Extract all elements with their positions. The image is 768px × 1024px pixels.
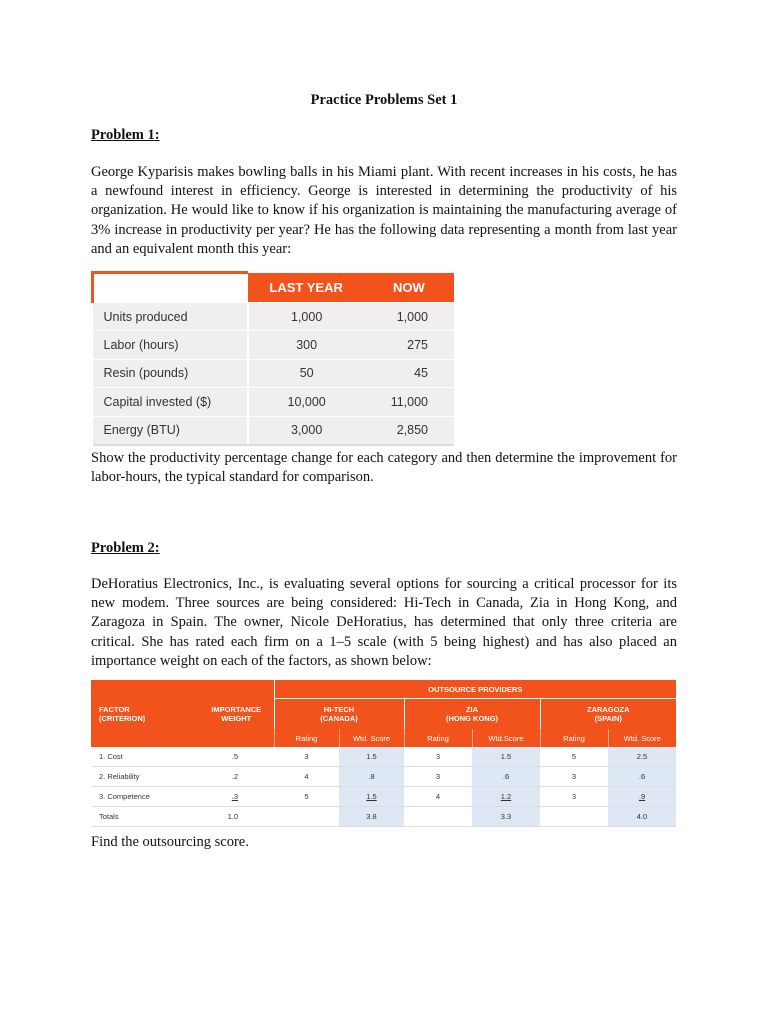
provider-header-hitech <box>274 699 404 730</box>
blank-cell <box>91 729 199 747</box>
problem-1-heading-text: Problem 1 <box>91 127 155 143</box>
table-header-blank <box>93 273 249 303</box>
zaragoza-rating: 5 <box>540 747 608 767</box>
blank-cell <box>540 807 608 827</box>
provider-country: (HONG KONG) <box>445 714 499 723</box>
problem-2-intro: DeHoratius Electronics, Inc., is evaluating several options for sourcing a critical processor for its new modem. Three sources are being considered: Hi-Tech in Canada, Zia in Hong Kong, and Zaragoza in Spain. The owner, Nicole DeHoratius, has determined that only three criteria are critical. She has rated each firm on a 1–5 scale (with 5 being highest) and has also placed an importance weight on each of the factors, as shown below: <box>91 576 677 669</box>
zia-total: 3.3 <box>472 807 540 827</box>
table-subheader <box>91 729 676 747</box>
hitech-rating: 5 <box>274 787 339 807</box>
row-label: Energy (BTU) <box>93 416 249 445</box>
provider-name: HI-TECH <box>323 705 355 714</box>
zia-score: .6 <box>472 767 540 787</box>
zia-rating: 3 <box>404 767 472 787</box>
table-row <box>93 416 455 445</box>
weight-cell <box>199 787 274 807</box>
row-now: 11,000 <box>364 388 454 416</box>
problem-2-heading-colon: : <box>154 540 160 556</box>
outsourcing-table <box>91 680 676 827</box>
weight-cell: .2 <box>199 767 274 787</box>
zaragoza-score: .6 <box>608 767 676 787</box>
provider-name: ZARAGOZA <box>587 705 630 714</box>
zaragoza-rating: 3 <box>540 787 608 807</box>
table-header-row <box>93 273 455 303</box>
provider-country: (SPAIN) <box>594 714 622 723</box>
providers-title: OUTSOURCE PROVIDERS <box>274 680 676 699</box>
score-value: 1.2 <box>500 792 512 801</box>
provider-header-zia <box>404 699 540 730</box>
row-now: 1,000 <box>364 303 454 331</box>
totals-row <box>91 807 676 827</box>
problem-2-question: Find the outsourcing score. <box>91 834 249 850</box>
zaragoza-score <box>608 787 676 807</box>
blank-cell <box>199 729 274 747</box>
table-header-top <box>91 680 676 699</box>
score-value: .9 <box>638 792 646 801</box>
problem-1-heading-colon: : <box>154 127 160 143</box>
row-last-year: 1,000 <box>248 303 363 331</box>
table-header-now: NOW <box>364 273 454 303</box>
score-label: Wtd. Score <box>608 729 676 747</box>
productivity-table <box>91 271 454 446</box>
table-header-mid <box>91 699 676 730</box>
zia-rating: 3 <box>404 747 472 767</box>
row-label: Labor (hours) <box>93 331 249 359</box>
weight-header-line1: IMPORTANCE <box>211 704 262 714</box>
blank-cell <box>199 680 274 699</box>
hitech-total: 3.8 <box>339 807 404 827</box>
blank-cell <box>404 807 472 827</box>
zia-score: 1.5 <box>472 747 540 767</box>
rating-label: Rating <box>540 729 608 747</box>
row-label: Units produced <box>93 303 249 331</box>
table-row <box>93 388 455 416</box>
row-now: 275 <box>364 331 454 359</box>
table-row <box>91 767 676 787</box>
table-row <box>93 359 455 387</box>
blank-cell <box>274 807 339 827</box>
weight-header-line2: WEIGHT <box>221 713 252 723</box>
hitech-rating: 4 <box>274 767 339 787</box>
row-now: 45 <box>364 359 454 387</box>
table-row <box>91 787 676 807</box>
table-row <box>91 747 676 767</box>
table-row <box>93 331 455 359</box>
row-last-year: 50 <box>248 359 363 387</box>
weight-cell: .5 <box>199 747 274 767</box>
table-row <box>93 303 455 331</box>
score-value: 1.5 <box>366 792 377 801</box>
row-last-year: 300 <box>248 331 363 359</box>
rating-label: Rating <box>404 729 472 747</box>
problem-1-heading <box>91 127 160 144</box>
factor-cell: 1. Cost <box>91 747 199 767</box>
factor-header-line2: (CRITERION) <box>99 713 146 723</box>
table-header-last-year: LAST YEAR <box>248 273 363 303</box>
zia-rating: 4 <box>404 787 472 807</box>
totals-label: Totals <box>91 807 199 827</box>
row-label: Resin (pounds) <box>93 359 249 387</box>
zaragoza-total: 4.0 <box>608 807 676 827</box>
score-label: Wtd. Score <box>339 729 404 747</box>
page-title: Practice Problems Set 1 <box>310 92 458 108</box>
provider-country: (CANADA) <box>320 714 358 723</box>
problem-1-question: Show the productivity percentage change for each category and then determine the improvement for labor-hours, the typical standard for comparison. <box>91 450 677 486</box>
factor-cell: 2. Reliability <box>91 767 199 787</box>
row-last-year: 10,000 <box>248 388 363 416</box>
weight-header <box>199 699 274 730</box>
zia-score <box>472 787 540 807</box>
row-last-year: 3,000 <box>248 416 363 445</box>
problem-2-heading <box>91 540 160 557</box>
totals-weight: 1.0 <box>199 807 274 827</box>
hitech-score: .8 <box>339 767 404 787</box>
provider-header-zaragoza <box>540 699 676 730</box>
zaragoza-rating: 3 <box>540 767 608 787</box>
factor-header-line1: FACTOR <box>99 704 130 714</box>
hitech-score <box>339 787 404 807</box>
problem-2-heading-text: Problem 2 <box>91 540 155 556</box>
hitech-score: 1.5 <box>339 747 404 767</box>
factor-cell: 3. Competence <box>91 787 199 807</box>
hitech-rating: 3 <box>274 747 339 767</box>
provider-name: ZIA <box>465 705 479 714</box>
problem-1-intro: George Kyparisis makes bowling balls in his Miami plant. With recent increases in his costs, he has a newfound interest in efficiency. George is interested in determining the productivity of his organization. He would like to know if his organization is maintaining the manufacturing average of 3% increase in productivity per year? He has the following data representing a month from last year and an equivalent month this year: <box>91 164 677 257</box>
blank-cell <box>91 680 199 699</box>
factor-header <box>91 699 199 730</box>
row-now: 2,850 <box>364 416 454 445</box>
weight-value: .3 <box>231 792 238 801</box>
score-label: Wtd.Score <box>472 729 540 747</box>
row-label: Capital invested ($) <box>93 388 249 416</box>
rating-label: Rating <box>274 729 339 747</box>
zaragoza-score: 2.5 <box>608 747 676 767</box>
